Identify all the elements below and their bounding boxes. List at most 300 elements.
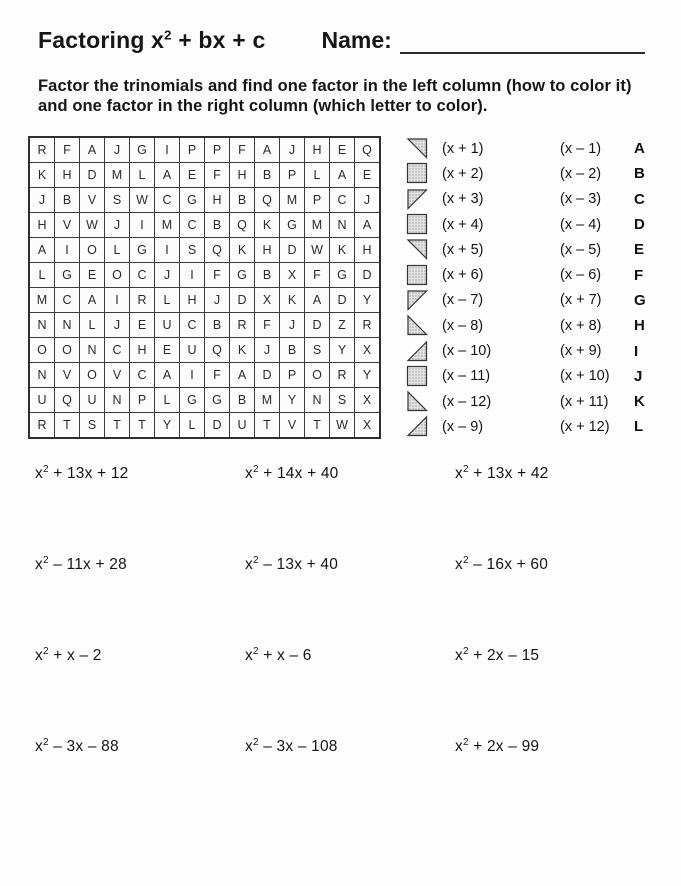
key-letter: E <box>634 241 645 259</box>
key-left-factor: (x + 2) <box>442 165 484 182</box>
trinomial-base: x <box>245 737 253 755</box>
letter-grid-cell: O <box>55 337 80 362</box>
letter-grid-cell: A <box>155 163 180 188</box>
key-right-factor: (x – 5) <box>560 241 602 258</box>
letter-grid-cell: R <box>29 137 55 163</box>
letter-grid-cell: G <box>280 212 305 237</box>
trinomial-rest: – 13x + 40 <box>258 555 339 573</box>
letter-grid-row <box>29 212 380 237</box>
trinomial-problem <box>35 555 245 574</box>
letter-grid-cell: A <box>155 362 180 387</box>
letter-grid-cell: A <box>80 137 105 163</box>
trinomial-rest: – 11x + 28 <box>48 555 127 573</box>
key-left-factor: (x – 10) <box>442 343 492 360</box>
letter-grid-cell: R <box>355 312 381 337</box>
key-letter: L <box>634 418 644 436</box>
triangle-lower-left-pattern-icon <box>406 390 429 413</box>
trinomial-base: x <box>245 464 253 482</box>
key-left-factor: (x – 9) <box>442 418 484 435</box>
letter-grid-cell: N <box>29 312 55 337</box>
triangle-lower-right-pattern-icon <box>406 340 429 363</box>
letter-grid-cell: V <box>55 212 80 237</box>
key-row <box>406 262 646 287</box>
letter-grid-row <box>29 412 380 438</box>
trinomial-base: x <box>35 555 43 573</box>
letter-grid-cell: C <box>55 287 80 312</box>
letter-grid-row <box>29 262 380 287</box>
key-letter: H <box>634 317 645 335</box>
trinomial-exponent: 2 <box>462 554 469 566</box>
letter-grid-cell: J <box>105 212 130 237</box>
letter-grid-cell: K <box>280 287 305 312</box>
letter-grid-cell: Y <box>155 412 180 438</box>
page-title <box>38 27 265 54</box>
letter-grid-cell: C <box>130 262 155 287</box>
trinomial-problem <box>455 464 665 483</box>
letter-grid-cell: M <box>280 188 305 213</box>
square-pattern-icon <box>406 264 429 287</box>
letter-grid-cell: U <box>155 312 180 337</box>
letter-grid-cell: E <box>130 312 155 337</box>
key-row <box>406 187 646 212</box>
key-right-factor: (x + 7) <box>560 292 602 309</box>
trinomial-exponent: 2 <box>252 463 259 475</box>
letter-grid-cell: D <box>280 237 305 262</box>
letter-grid-cell: C <box>180 312 205 337</box>
key-left-factor: (x – 11) <box>442 368 491 385</box>
letter-grid-cell: B <box>280 337 305 362</box>
key-letter: F <box>634 266 644 284</box>
letter-grid-cell: N <box>305 387 330 412</box>
letter-grid-cell: H <box>29 212 55 237</box>
letter-grid-cell: O <box>80 362 105 387</box>
trinomial-rest: – 3x – 108 <box>258 737 338 755</box>
letter-grid-cell: M <box>255 387 280 412</box>
letter-grid-cell: P <box>180 137 205 163</box>
letter-grid-cell: G <box>180 387 205 412</box>
letter-grid-cell: Q <box>230 212 255 237</box>
letter-grid-cell: S <box>80 412 105 438</box>
letter-grid-cell: L <box>105 237 130 262</box>
letter-grid-cell: L <box>155 387 180 412</box>
letter-grid-cell: Q <box>205 237 230 262</box>
key-right-factor: (x – 4) <box>560 216 602 233</box>
letter-grid-cell: K <box>330 237 355 262</box>
letter-grid-cell: C <box>130 362 155 387</box>
problems-grid <box>35 464 681 828</box>
key-row <box>406 313 646 338</box>
letter-grid-cell: V <box>55 362 80 387</box>
square-pattern-icon <box>406 365 429 388</box>
letter-grid-cell: W <box>330 412 355 438</box>
letter-grid-cell: L <box>29 262 55 287</box>
letter-grid-cell: F <box>230 137 255 163</box>
letter-grid-cell: Y <box>355 287 381 312</box>
trinomial-exponent: 2 <box>252 554 259 566</box>
letter-grid-cell: V <box>80 188 105 213</box>
letter-grid-cell: F <box>305 262 330 287</box>
letter-grid-row <box>29 237 380 262</box>
letter-grid-cell: T <box>55 412 80 438</box>
letter-grid-cell: D <box>230 287 255 312</box>
letter-grid-cell: L <box>155 287 180 312</box>
trinomial-base: x <box>245 555 253 573</box>
letter-grid-cell: A <box>80 287 105 312</box>
letter-grid-cell: O <box>80 237 105 262</box>
letter-grid-cell: J <box>355 188 381 213</box>
letter-grid-cell: R <box>29 412 55 438</box>
letter-grid-cell: V <box>105 362 130 387</box>
letter-grid-cell: H <box>355 237 381 262</box>
letter-grid-cell: W <box>80 212 105 237</box>
trinomial-rest: + 13x + 42 <box>468 464 549 482</box>
letter-grid-cell: D <box>330 287 355 312</box>
letter-grid-cell: N <box>55 312 80 337</box>
letter-grid-cell: L <box>80 312 105 337</box>
letter-grid-cell: U <box>80 387 105 412</box>
trinomial-base: x <box>245 646 253 664</box>
letter-grid-cell: E <box>80 262 105 287</box>
letter-grid-cell: B <box>55 188 80 213</box>
key-left-factor: (x + 5) <box>442 241 484 258</box>
letter-grid-cell: R <box>330 362 355 387</box>
trinomial-problem <box>245 464 455 483</box>
letter-grid-cell: L <box>305 163 330 188</box>
letter-grid-cell: P <box>280 163 305 188</box>
letter-grid-cell: R <box>230 312 255 337</box>
trinomial-exponent: 2 <box>42 463 49 475</box>
trinomial-base: x <box>35 646 43 664</box>
letter-grid-cell: H <box>55 163 80 188</box>
letter-grid-cell: C <box>180 212 205 237</box>
letter-grid-cell: Q <box>255 188 280 213</box>
letter-grid-cell: J <box>105 137 130 163</box>
letter-grid-cell: H <box>305 137 330 163</box>
letter-grid-cell: F <box>255 312 280 337</box>
letter-grid-cell: P <box>280 362 305 387</box>
title-rest: + bx + c <box>171 27 266 53</box>
letter-grid-cell: P <box>205 137 230 163</box>
key-row <box>406 136 646 161</box>
grid-and-key-row <box>28 136 681 440</box>
letter-grid-cell: O <box>105 262 130 287</box>
letter-grid-cell: A <box>230 362 255 387</box>
trinomial-problem <box>35 464 245 483</box>
name-block <box>321 26 645 54</box>
letter-grid-cell: T <box>105 412 130 438</box>
key-right-factor: (x – 3) <box>560 191 602 208</box>
letter-grid-cell: B <box>255 262 280 287</box>
letter-grid-cell: Z <box>330 312 355 337</box>
key-row <box>406 414 646 439</box>
letter-grid-cell: D <box>205 412 230 438</box>
name-blank-line <box>400 26 645 54</box>
letter-grid-cell: B <box>230 387 255 412</box>
key-right-factor: (x + 10) <box>560 368 610 385</box>
trinomial-problem <box>245 555 455 574</box>
letter-grid-cell: X <box>355 337 381 362</box>
letter-grid-cell: J <box>255 337 280 362</box>
key-row <box>406 161 646 186</box>
trinomial-problem <box>245 737 455 756</box>
triangle-upper-left-pattern-icon <box>406 289 429 312</box>
letter-grid-cell: J <box>29 188 55 213</box>
letter-grid-cell: W <box>130 188 155 213</box>
factor-key <box>406 136 646 440</box>
letter-grid-cell: N <box>29 362 55 387</box>
key-letter: A <box>634 140 645 158</box>
letter-grid-cell: Y <box>330 337 355 362</box>
letter-grid-cell: M <box>305 212 330 237</box>
letter-grid-cell: X <box>280 262 305 287</box>
trinomial-exponent: 2 <box>462 463 469 475</box>
letter-grid-cell: F <box>205 163 230 188</box>
trinomial-rest: + 13x + 12 <box>48 464 129 482</box>
letter-grid-cell: D <box>355 262 381 287</box>
key-left-factor: (x + 6) <box>442 267 484 284</box>
trinomial-base: x <box>455 646 463 664</box>
letter-grid-cell: M <box>105 163 130 188</box>
letter-grid-cell: A <box>255 137 280 163</box>
key-row <box>406 389 646 414</box>
letter-grid-cell: Q <box>55 387 80 412</box>
letter-grid-cell: R <box>130 287 155 312</box>
letter-grid-cell: B <box>205 212 230 237</box>
key-right-factor: (x + 9) <box>560 343 602 360</box>
trinomial-base: x <box>35 737 43 755</box>
key-left-factor: (x + 4) <box>442 216 484 233</box>
name-label: Name: <box>321 27 392 53</box>
trinomial-problem <box>35 737 245 756</box>
letter-grid-cell: U <box>230 412 255 438</box>
letter-grid-cell: I <box>130 212 155 237</box>
letter-grid-cell: A <box>29 237 55 262</box>
letter-grid-cell: O <box>29 337 55 362</box>
letter-grid-cell: J <box>105 312 130 337</box>
key-letter: J <box>634 367 643 385</box>
letter-grid-cell: T <box>255 412 280 438</box>
key-letter: C <box>634 190 645 208</box>
letter-grid-cell: V <box>280 412 305 438</box>
letter-grid-cell: G <box>55 262 80 287</box>
letter-grid-row <box>29 188 380 213</box>
letter-grid-cell: P <box>130 387 155 412</box>
key-letter: K <box>634 393 645 411</box>
trinomial-rest: + 14x + 40 <box>258 464 339 482</box>
triangle-upper-right-pattern-icon <box>406 238 429 261</box>
key-right-factor: (x – 6) <box>560 267 602 284</box>
letter-grid-cell: B <box>255 163 280 188</box>
key-right-factor: (x + 11) <box>560 393 609 410</box>
letter-grid-cell: S <box>180 237 205 262</box>
trinomial-exponent: 2 <box>462 736 469 748</box>
letter-grid-cell: D <box>80 163 105 188</box>
letter-grid-cell: Q <box>205 337 230 362</box>
key-letter: G <box>634 291 646 309</box>
key-letter: I <box>634 342 639 360</box>
letter-grid-cell: F <box>205 362 230 387</box>
letter-grid-cell: H <box>130 337 155 362</box>
letter-grid-cell: J <box>155 262 180 287</box>
letter-grid-cell: L <box>180 412 205 438</box>
letter-grid-cell: C <box>105 337 130 362</box>
trinomial-base: x <box>455 555 463 573</box>
letter-grid-cell: P <box>305 188 330 213</box>
letter-grid-cell: J <box>205 287 230 312</box>
letter-grid-cell: I <box>55 237 80 262</box>
key-left-factor: (x + 1) <box>442 140 484 157</box>
trinomial-base: x <box>35 464 43 482</box>
letter-grid-cell: C <box>330 188 355 213</box>
triangle-upper-left-pattern-icon <box>406 188 429 211</box>
letter-grid-cell: F <box>55 137 80 163</box>
trinomial-problem <box>455 737 665 756</box>
key-right-factor: (x – 1) <box>560 140 602 157</box>
letter-grid-cell: C <box>155 188 180 213</box>
letter-grid-cell: W <box>305 237 330 262</box>
letter-grid-cell: I <box>105 287 130 312</box>
square-pattern-icon <box>406 213 429 236</box>
letter-grid-cell: N <box>80 337 105 362</box>
trinomial-rest: + x – 2 <box>48 646 102 664</box>
title-exponent: 2 <box>164 27 172 43</box>
letter-grid-cell: Y <box>280 387 305 412</box>
letter-grid-cell: H <box>255 237 280 262</box>
trinomial-exponent: 2 <box>252 645 259 657</box>
letter-grid-row <box>29 362 380 387</box>
instructions: Factor the trinomials and find one factor in the left column (how to color it) and one factor in the right column (which letter to color). <box>38 77 632 115</box>
letter-grid-cell: M <box>29 287 55 312</box>
letter-grid-row <box>29 137 380 163</box>
trinomial-base: x <box>455 737 463 755</box>
letter-grid-cell: H <box>230 163 255 188</box>
letter-grid-cell: S <box>105 188 130 213</box>
letter-grid-cell: G <box>205 387 230 412</box>
triangle-lower-right-pattern-icon <box>406 415 429 438</box>
key-left-factor: (x – 12) <box>442 393 492 410</box>
letter-grid-cell: E <box>155 337 180 362</box>
letter-grid-cell: S <box>305 337 330 362</box>
letter-grid-cell: E <box>180 163 205 188</box>
letter-grid-cell: X <box>355 412 381 438</box>
letter-grid-cell: L <box>130 163 155 188</box>
trinomial-rest: + 2x – 15 <box>468 646 540 664</box>
letter-grid-cell: N <box>105 387 130 412</box>
letter-grid-cell: A <box>330 163 355 188</box>
key-row <box>406 237 646 262</box>
letter-grid-cell: G <box>130 237 155 262</box>
trinomial-problem <box>245 646 455 665</box>
triangle-lower-left-pattern-icon <box>406 314 429 337</box>
letter-grid-cell: G <box>180 188 205 213</box>
letter-grid-cell: H <box>205 188 230 213</box>
letter-grid-cell: X <box>355 387 381 412</box>
letter-grid-cell: T <box>130 412 155 438</box>
key-row <box>406 338 646 363</box>
trinomial-rest: – 16x + 60 <box>468 555 549 573</box>
key-left-factor: (x – 8) <box>442 317 484 334</box>
letter-grid-cell: D <box>305 312 330 337</box>
letter-grid-cell: I <box>180 262 205 287</box>
letter-grid-cell: B <box>230 188 255 213</box>
trinomial-rest: – 3x – 88 <box>48 737 119 755</box>
letter-grid-cell: K <box>29 163 55 188</box>
letter-grid-cell: J <box>280 137 305 163</box>
letter-grid-row <box>29 337 380 362</box>
key-right-factor: (x – 2) <box>560 165 602 182</box>
letter-grid-cell: M <box>155 212 180 237</box>
letter-grid-cell: G <box>230 262 255 287</box>
key-right-factor: (x + 12) <box>560 418 610 435</box>
letter-grid-cell: K <box>255 212 280 237</box>
trinomial-rest: + 2x – 99 <box>468 737 540 755</box>
letter-grid-cell: E <box>355 163 381 188</box>
letter-grid-cell: T <box>305 412 330 438</box>
letter-grid-cell: Q <box>355 137 381 163</box>
key-letter: D <box>634 216 645 234</box>
letter-grid-cell: K <box>230 237 255 262</box>
letter-grid-cell: E <box>330 137 355 163</box>
trinomial-exponent: 2 <box>252 736 259 748</box>
letter-grid-cell: H <box>180 287 205 312</box>
letter-grid-cell: B <box>205 312 230 337</box>
letter-grid-cell: I <box>155 237 180 262</box>
letter-grid-cell: G <box>130 137 155 163</box>
key-right-factor: (x + 8) <box>560 317 602 334</box>
key-left-factor: (x – 7) <box>442 292 484 309</box>
letter-grid-cell: O <box>305 362 330 387</box>
trinomial-exponent: 2 <box>42 645 49 657</box>
letter-grid-cell: K <box>230 337 255 362</box>
trinomial-exponent: 2 <box>42 736 49 748</box>
key-row <box>406 288 646 313</box>
letter-grid-row <box>29 287 380 312</box>
key-row <box>406 364 646 389</box>
letter-grid-cell: X <box>255 287 280 312</box>
trinomial-problem <box>455 555 665 574</box>
trinomial-rest: + x – 6 <box>258 646 312 664</box>
header <box>38 26 645 54</box>
letter-grid-cell: J <box>280 312 305 337</box>
letter-grid-cell: I <box>155 137 180 163</box>
key-left-factor: (x + 3) <box>442 191 484 208</box>
letter-grid-cell: N <box>330 212 355 237</box>
letter-grid-cell: D <box>255 362 280 387</box>
letter-grid-cell: A <box>355 212 381 237</box>
letter-grid-row <box>29 387 380 412</box>
square-pattern-icon <box>406 162 429 185</box>
letter-grid-cell: A <box>305 287 330 312</box>
letter-grid-cell: S <box>330 387 355 412</box>
key-letter: B <box>634 165 645 183</box>
letter-grid-cell: F <box>205 262 230 287</box>
letter-grid-cell: Y <box>355 362 381 387</box>
trinomial-exponent: 2 <box>42 554 49 566</box>
key-row <box>406 212 646 237</box>
trinomial-base: x <box>455 464 463 482</box>
triangle-upper-right-pattern-icon <box>406 137 429 160</box>
title-base: Factoring x <box>38 27 165 53</box>
letter-grid <box>28 136 381 439</box>
letter-grid-cell: U <box>29 387 55 412</box>
letter-grid-cell: U <box>180 337 205 362</box>
trinomial-problem <box>35 646 245 665</box>
trinomial-problem <box>455 646 665 665</box>
letter-grid-row <box>29 163 380 188</box>
trinomial-exponent: 2 <box>462 645 469 657</box>
letter-grid-cell: G <box>330 262 355 287</box>
letter-grid-cell: I <box>180 362 205 387</box>
